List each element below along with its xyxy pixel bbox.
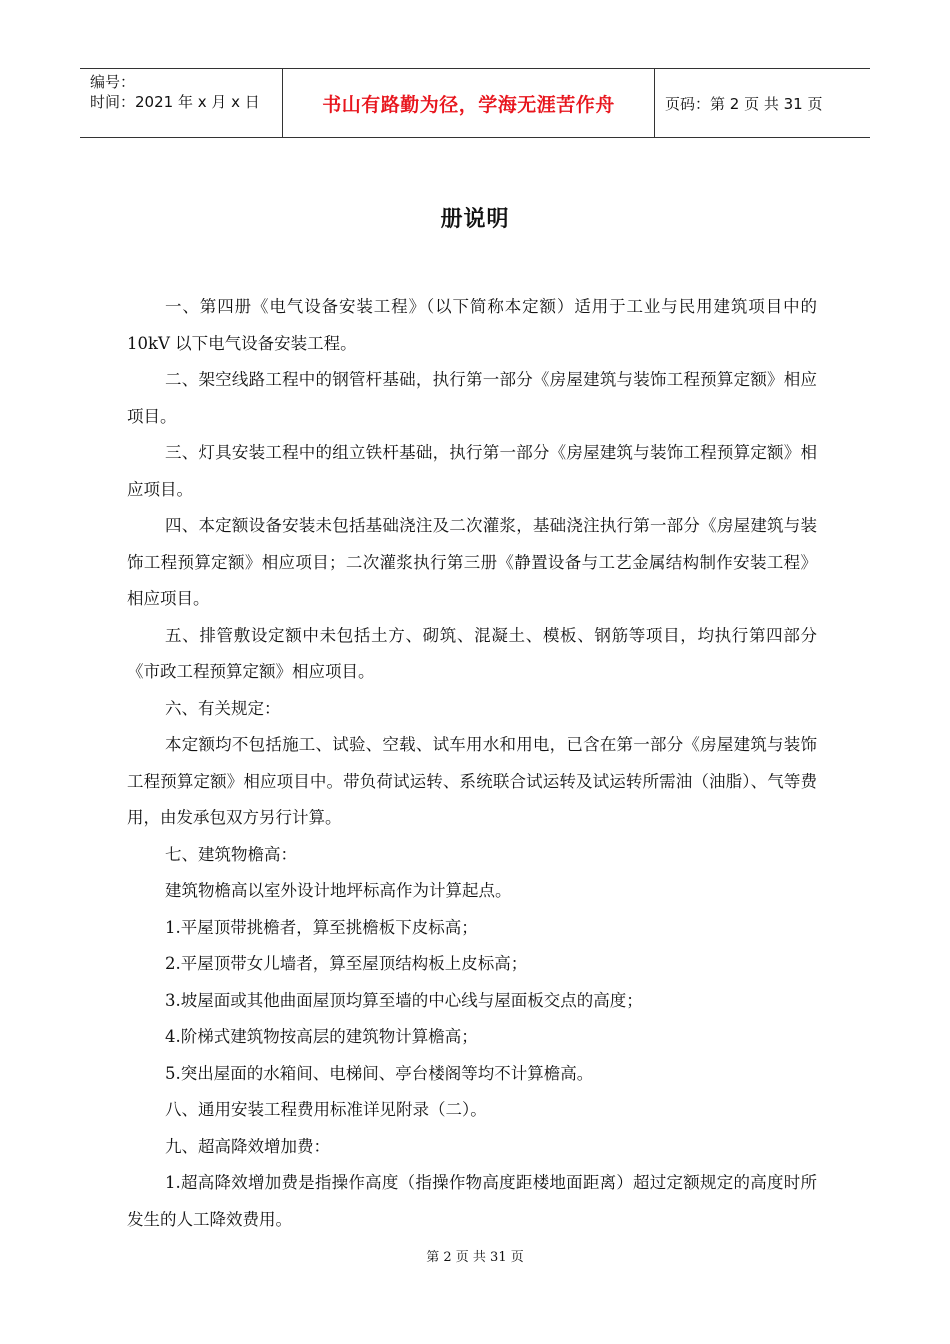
document-date: 时间：2021 年 x 月 x 日	[90, 93, 260, 111]
list-item: 1.平屋顶带挑檐者，算至挑檐板下皮标高；	[165, 917, 478, 937]
paragraph: 三、灯具安装工程中的组立铁杆基础，执行第一部分《房屋建筑与装饰工程预算定额》相应项目。	[127, 443, 817, 499]
paragraph: 四、本定额设备安装未包括基础浇注及二次灌浆，基础浇注执行第一部分《房屋建筑与装饰工程预算定额》相应项目；二次灌浆执行第三册《静置设备与工艺金属结构制作安装工程》相应项目。	[127, 516, 817, 608]
page-header	[80, 68, 870, 138]
paragraph: 本定额均不包括施工、试验、空载、试车用水和用电，已含在第一部分《房屋建筑与装饰工程预算定额》相应项目中。带负荷试运转、系统联合试运转及试运转所需油（油脂）、气等费用，由发承包双方另行计算。	[127, 735, 817, 827]
section-heading: 九、超高降效增加费：	[165, 1136, 330, 1156]
document-body	[127, 289, 817, 1238]
header-motto: 书山有路勤为径，学海无涯苦作舟	[283, 69, 655, 137]
list-item: 3.坡屋面或其他曲面屋顶均算至墙的中心线与屋面板交点的高度；	[165, 990, 643, 1010]
paragraph: 二、架空线路工程中的钢管杆基础，执行第一部分《房屋建筑与装饰工程预算定额》相应项目。	[127, 370, 817, 426]
paragraph: 五、排管敷设定额中未包括土方、砌筑、混凝土、模板、钢筋等项目，均执行第四部分《市政工程预算定额》相应项目。	[127, 625, 817, 681]
section-heading: 六、有关规定：	[165, 698, 281, 718]
page-footer: 第 2 页 共 31 页	[426, 1250, 524, 1265]
header-meta	[80, 69, 283, 137]
header-page-info: 页码：第 2 页 共 31 页	[665, 94, 823, 113]
list-item: 2.平屋顶带女儿墙者，算至屋顶结构板上皮标高；	[165, 954, 528, 973]
list-item: 5.突出屋面的水箱间、电梯间、亭台楼阁等均不计算檐高。	[165, 1063, 594, 1083]
page-title: 册说明	[440, 207, 510, 232]
paragraph: 八、通用安装工程费用标准详见附录（二）。	[165, 1100, 487, 1119]
section-heading: 七、建筑物檐高：	[165, 844, 297, 864]
paragraph: 一、第四册《电气设备安装工程》（以下简称本定额）适用于工业与民用建筑项目中的 10kV 以下电气设备安装工程。	[127, 297, 817, 353]
paragraph: 建筑物檐高以室外设计地坪标高作为计算起点。	[165, 881, 512, 900]
list-item: 4.阶梯式建筑物按高层的建筑物计算檐高；	[165, 1027, 478, 1046]
list-item: 1.超高降效增加费是指操作高度（指操作物高度距楼地面距离）超过定额规定的高度时所发生的人工降效费用。	[127, 1173, 817, 1229]
document-number-label: 编号：	[90, 73, 136, 91]
